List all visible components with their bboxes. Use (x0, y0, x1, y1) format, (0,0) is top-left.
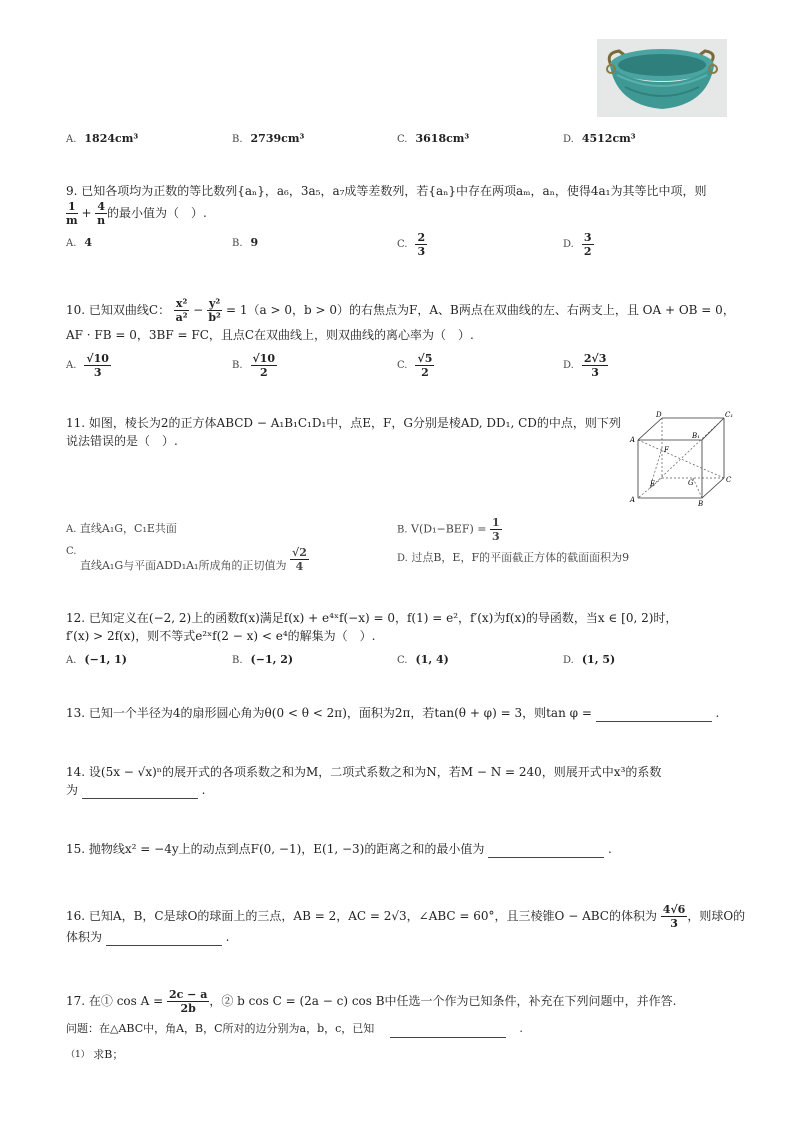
q12-option-d[interactable]: D. (1, 5) (563, 653, 616, 666)
q17-answer-blank[interactable] (390, 1037, 506, 1038)
q17-stem-line1: 17. 在① cos A = $\frac{2c - a}{2b}$ ，② b cos C = (2a − c) cos B中任选一个作为已知条件，补充在下列问题中，并作答. (66, 988, 677, 1015)
q12-option-c[interactable]: C. (1, 4) (397, 653, 449, 666)
q12-stem-line2: f′(x) > 2f(x)，则不等式e²ˣf(2 − x) < e⁴的解集为（ ）. (66, 629, 376, 643)
q14-stem-line1: 14. 设(5x − √x)ⁿ的展开式的各项系数之和为M，二项式系数之和为N，若M − N = 240，则展开式中x³的系数 (66, 765, 662, 779)
q11-stem-line1: 11. 如图，棱长为2的正方体ABCD − A₁B₁C₁D₁中，点E，F，G分别是棱AD, DD₁, CD的中点，则下列 (66, 416, 621, 430)
q16-answer-blank[interactable] (106, 945, 222, 946)
q17-sub1: $^{(1)}$ 求B； (66, 1048, 124, 1061)
q9-frac1: $\frac{1}{m}$ (66, 200, 78, 227)
q10-option-d[interactable]: D. $\frac{2√3}{3}$ (563, 352, 607, 379)
q12-option-b[interactable]: B. (−1, 2) (232, 653, 294, 666)
cube-label-a1: A (630, 436, 636, 444)
q10-stem-line1: 10. 已知双曲线C： $\frac{\text{x²}}{\text{a²}}$ − $\frac{\text{y²}}{\text{b²}}$ = 1（a > 0，b > 0）的右焦点为F，A、B两点在双曲线的左、右两支上，且 OA + OB = 0， (66, 297, 735, 324)
q11-stem-line2: 说法错误的是（ ）. (66, 434, 178, 448)
q13-stem: 13. 已知一个半径为4的扇形圆心角为θ(0 < θ < 2π)，面积为2π，若tan(θ + φ) = 3，则tan φ = . (66, 706, 720, 720)
q9-option-c[interactable]: C. $\frac{2}{3}$ (397, 231, 426, 258)
cube-label-c1: C₁ (725, 411, 734, 419)
q13-answer-blank[interactable] (596, 721, 712, 722)
q10-option-a[interactable]: A. $\frac{√10}{3}$ (66, 352, 109, 379)
cube-label-b: B (698, 500, 704, 508)
q8-option-c[interactable]: C. 3618cm³ (397, 132, 470, 145)
q11-option-a[interactable]: A. 直线A₁G，C₁E共面 (66, 522, 177, 535)
q8-option-a[interactable]: A. 1824cm³ (66, 132, 139, 145)
q17-problem-line: 问题：在△ABC中，角A，B，C所对的边分别为a，b，c，已知 . (66, 1020, 523, 1038)
cube-label-e: E (650, 480, 656, 488)
cube-label-b1: B₁ (692, 432, 700, 440)
q9-option-b[interactable]: B. 9 (232, 236, 259, 249)
q16-stem-line2: 体积为 . (66, 930, 230, 944)
q9-option-a[interactable]: A. 4 (66, 236, 93, 249)
cube-label-d1: D (656, 411, 662, 419)
basin-photo (597, 39, 727, 117)
cube-figure (626, 410, 738, 508)
cube-label-c: C (726, 476, 732, 484)
cube-label-f: F (664, 446, 669, 454)
q8-option-b[interactable]: B. 2739cm³ (232, 132, 305, 145)
q11-option-c[interactable]: C. 直线A₁G与平面ADD₁A₁所成角的正切值为 $\frac{√2}{4}$ (66, 546, 307, 573)
q14-stem-line2: 为 . (66, 783, 206, 797)
q16-stem-line1: 16. 已知A，B，C是球O的球面上的三点，AB = 2，AC = 2√3，∠ABC = 60°，且三棱锥O − ABC的体积为 $\frac{4√6}{3}$ ，则球O的 (66, 903, 746, 930)
q11-option-d[interactable]: D. 过点B，E，F的平面截正方体的截面面积为9 (397, 551, 630, 564)
q14-answer-blank[interactable] (82, 798, 198, 799)
q8-option-d[interactable]: D. 4512cm³ (563, 132, 636, 145)
cube-label-a: A (630, 496, 636, 504)
q10-option-c[interactable]: C. $\frac{√5}{2}$ (397, 352, 433, 379)
q9-frac2: $\frac{4}{n}$ (97, 200, 106, 227)
q15-stem: 15. 抛物线x² = −4y上的动点到点F(0, −1)，E(1, −3)的距离之和的最小值为 . (66, 842, 612, 856)
q10-stem-line2: AF · FB = 0，3BF = FC，且点C在双曲线上，则双曲线的离心率为（ ）. (66, 328, 474, 342)
cube-label-g: G (688, 479, 694, 487)
q9-option-d[interactable]: D. $\frac{3}{2}$ (563, 231, 592, 258)
q9-stem-line1: 9. 已知各项均为正数的等比数列{aₙ}，a₆，3a₅，a₇成等差数列，若{aₙ}中存在两项aₘ，aₙ，使得4a₁为其等比中项，则 (66, 184, 707, 198)
q15-answer-blank[interactable] (488, 857, 604, 858)
q12-option-a[interactable]: A. (−1, 1) (66, 653, 127, 666)
q11-option-b[interactable]: B. V(D₁−BEF) = $\frac{1}{3}$ (397, 516, 500, 543)
q10-option-b[interactable]: B. $\frac{√10}{2}$ (232, 352, 276, 379)
q12-stem-line1: 12. 已知定义在(−2, 2)上的函数f(x)满足f(x) + e⁴ˣf(−x) = 0，f(1) = e²，f′(x)为f(x)的导函数，当x ∈ [0, 2)时， (66, 611, 678, 625)
q9-stem-line2: $\frac{1}{m}$ + $\frac{4}{n}$ 的最小值为（ ）. (66, 200, 207, 227)
